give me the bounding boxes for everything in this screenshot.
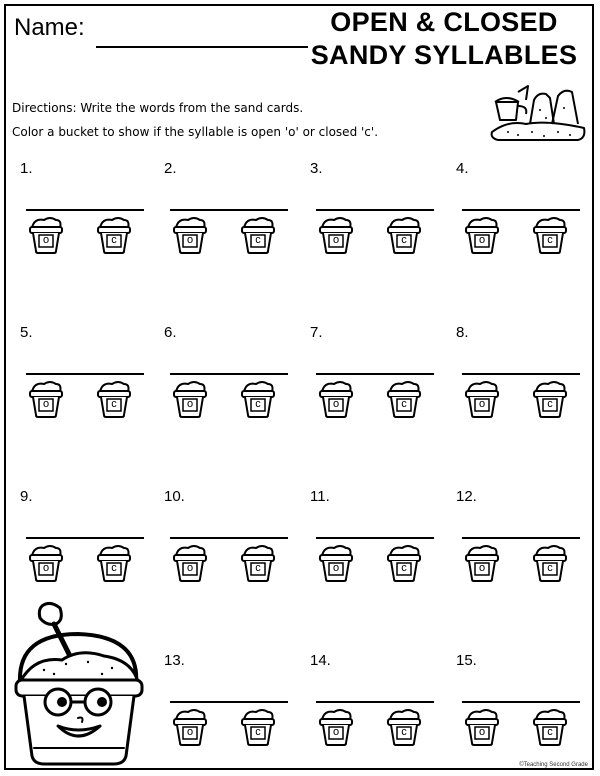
- answer-line[interactable]: [170, 209, 288, 211]
- open-label: o: [186, 398, 194, 410]
- open-bucket[interactable]: [464, 215, 500, 255]
- answer-line[interactable]: [26, 209, 144, 211]
- open-bucket[interactable]: [318, 379, 354, 419]
- open-label: o: [332, 234, 340, 246]
- closed-bucket[interactable]: [532, 707, 568, 747]
- item-number: 13.: [164, 652, 185, 669]
- open-label: o: [332, 726, 340, 738]
- answer-line[interactable]: [462, 701, 580, 703]
- open-bucket[interactable]: [28, 215, 64, 255]
- item-3: [310, 160, 442, 260]
- closed-bucket[interactable]: [96, 215, 132, 255]
- item-8: [456, 324, 588, 424]
- item-number: 7.: [310, 324, 323, 341]
- closed-bucket[interactable]: [386, 215, 422, 255]
- copyright-credit: ©Teaching Second Grade: [519, 762, 588, 768]
- item-15: [456, 652, 588, 752]
- open-label: o: [42, 398, 50, 410]
- item-4: [456, 160, 588, 260]
- closed-label: c: [547, 398, 553, 410]
- answer-line[interactable]: [170, 373, 288, 375]
- open-label: o: [186, 726, 194, 738]
- closed-label: c: [547, 726, 553, 738]
- item-10: [164, 488, 296, 588]
- open-bucket[interactable]: [464, 707, 500, 747]
- item-number: 8.: [456, 324, 469, 341]
- closed-bucket[interactable]: [386, 543, 422, 583]
- item-number: 2.: [164, 160, 177, 177]
- item-14: [310, 652, 442, 752]
- closed-label: c: [401, 562, 407, 574]
- open-bucket[interactable]: [318, 543, 354, 583]
- open-bucket[interactable]: [28, 379, 64, 419]
- answer-line[interactable]: [316, 209, 434, 211]
- item-11: [310, 488, 442, 588]
- closed-label: c: [547, 562, 553, 574]
- answer-line[interactable]: [316, 373, 434, 375]
- answer-line[interactable]: [316, 537, 434, 539]
- item-12: [456, 488, 588, 588]
- item-13: [164, 652, 296, 752]
- open-bucket[interactable]: [172, 215, 208, 255]
- closed-bucket[interactable]: [240, 543, 276, 583]
- item-9: [20, 488, 152, 588]
- closed-bucket[interactable]: [96, 379, 132, 419]
- answer-line[interactable]: [316, 701, 434, 703]
- open-bucket[interactable]: [318, 707, 354, 747]
- open-bucket[interactable]: [172, 707, 208, 747]
- answer-line[interactable]: [462, 537, 580, 539]
- item-number: 14.: [310, 652, 331, 669]
- open-bucket[interactable]: [172, 543, 208, 583]
- open-bucket[interactable]: [318, 215, 354, 255]
- closed-label: c: [255, 562, 261, 574]
- closed-label: c: [111, 562, 117, 574]
- answer-line[interactable]: [170, 701, 288, 703]
- open-label: o: [42, 234, 50, 246]
- open-bucket[interactable]: [464, 543, 500, 583]
- closed-label: c: [401, 398, 407, 410]
- open-label: o: [478, 562, 486, 574]
- answer-line[interactable]: [462, 209, 580, 211]
- open-label: o: [478, 726, 486, 738]
- answer-line[interactable]: [26, 537, 144, 539]
- item-number: 4.: [456, 160, 469, 177]
- item-6: [164, 324, 296, 424]
- closed-label: c: [401, 234, 407, 246]
- item-5: [20, 324, 152, 424]
- open-bucket[interactable]: [464, 379, 500, 419]
- closed-bucket[interactable]: [96, 543, 132, 583]
- closed-label: c: [111, 398, 117, 410]
- answer-line[interactable]: [170, 537, 288, 539]
- closed-bucket[interactable]: [386, 707, 422, 747]
- item-number: 11.: [310, 488, 330, 505]
- answer-line[interactable]: [462, 373, 580, 375]
- closed-bucket[interactable]: [386, 379, 422, 419]
- open-bucket[interactable]: [172, 379, 208, 419]
- open-label: o: [42, 562, 50, 574]
- item-number: 15.: [456, 652, 477, 669]
- closed-label: c: [255, 398, 261, 410]
- sandcastle-icon: [488, 80, 588, 144]
- closed-bucket[interactable]: [240, 215, 276, 255]
- closed-bucket[interactable]: [532, 215, 568, 255]
- item-number: 3.: [310, 160, 323, 177]
- name-write-line[interactable]: [96, 46, 308, 48]
- bucket-mascot-icon: [14, 598, 144, 768]
- closed-bucket[interactable]: [240, 379, 276, 419]
- open-label: o: [332, 398, 340, 410]
- directions: [12, 96, 378, 144]
- item-number: 5.: [20, 324, 33, 341]
- open-label: o: [478, 234, 486, 246]
- item-number: 10.: [164, 488, 185, 505]
- page-title: [304, 6, 584, 72]
- item-2: [164, 160, 296, 260]
- item-number: 12.: [456, 488, 477, 505]
- item-number: 6.: [164, 324, 177, 341]
- closed-label: c: [111, 234, 117, 246]
- directions-line-2: Color a bucket to show if the syllable is open 'o' or closed 'c'.: [12, 125, 379, 139]
- answer-line[interactable]: [26, 373, 144, 375]
- closed-label: c: [401, 726, 407, 738]
- title-line-2: SANDY SYLLABLES: [310, 40, 578, 70]
- item-1: [20, 160, 152, 260]
- closed-bucket[interactable]: [532, 379, 568, 419]
- open-label: o: [478, 398, 486, 410]
- open-bucket[interactable]: [28, 543, 64, 583]
- closed-bucket[interactable]: [532, 543, 568, 583]
- item-number: 9.: [20, 488, 33, 505]
- name-label: Name:: [14, 14, 85, 41]
- closed-label: c: [547, 234, 553, 246]
- closed-label: c: [255, 726, 261, 738]
- item-7: [310, 324, 442, 424]
- open-label: o: [332, 562, 340, 574]
- title-line-1: OPEN & CLOSED: [330, 7, 558, 37]
- open-label: o: [186, 562, 194, 574]
- directions-line-1: Directions: Write the words from the sand cards.: [12, 101, 304, 115]
- closed-bucket[interactable]: [240, 707, 276, 747]
- item-number: 1.: [20, 160, 33, 177]
- open-label: o: [186, 234, 194, 246]
- closed-label: c: [255, 234, 261, 246]
